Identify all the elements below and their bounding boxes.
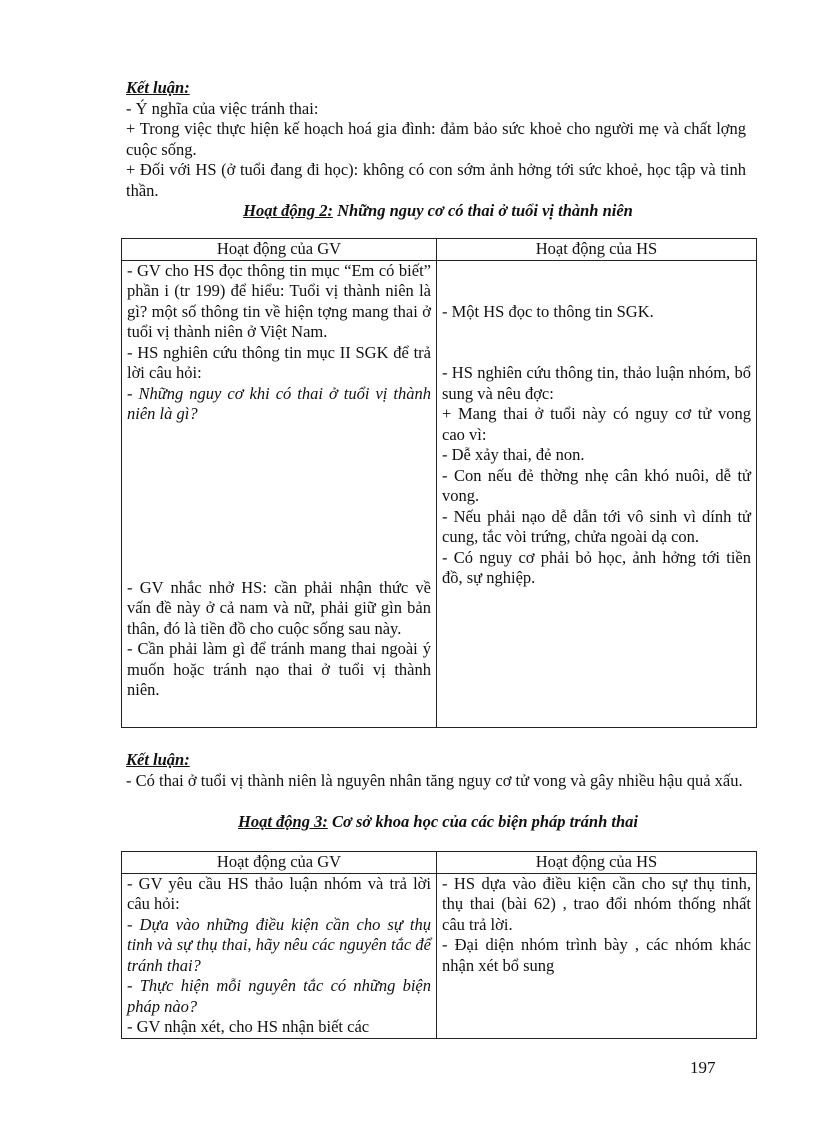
activity-2-table [121,238,757,728]
table-header-row [122,239,757,261]
table-row [122,260,757,727]
conclusion-2-label: Kết luận: [126,750,190,769]
hs-activity: - HS nghiên cứu thông tin, thảo luận nhóm, bổ sung và nêu đợc: [442,363,751,403]
activity-3-heading [118,812,758,833]
activity-3-table [121,851,757,1039]
hs-activities-cell [437,260,757,727]
page-number: 197 [690,1058,716,1077]
hs-activity: - Con nếu đẻ thờng nhẹ cân khó nuôi, dễ tử vong. [442,465,751,505]
hs-activity: + Mang thai ở tuổi này có nguy cơ tử vong cao vì: [442,404,751,444]
conclusion-1 [126,78,746,201]
gv-activity: - GV yêu cầu HS thảo luận nhóm và trả lời câu hỏi: [127,873,431,913]
hs-activity: - Một HS đọc to thông tin SGK. [442,301,654,321]
conclusion-1-line: + Trong việc thực hiện kế hoạch hoá gia đình: đảm bảo sức khoẻ cho người mẹ và chất lợng cuộc sống. [126,119,746,159]
activity-2-heading [118,201,758,222]
hs-activities-cell [437,873,757,1038]
conclusion-1-line: + Đối với HS (ở tuổi đang đi học): không có con sớm ảnh hởng tới sức khoẻ, học tập và tinh thần. [126,160,746,200]
table-header-row [122,852,757,874]
column-header-hs: Hoạt động của HS [437,852,757,874]
hs-activity: - Dễ xảy thai, đẻ non. [442,445,585,464]
column-header-gv: Hoạt động của GV [122,852,437,874]
conclusion-1-label: Kết luận: [126,78,190,97]
gv-activity: - Cần phải làm gì để tránh mang thai ngoài ý muốn hoặc tránh nạo thai ở tuổi vị thành niên. [127,639,431,699]
gv-activity: - GV nhận xét, cho HS nhận biết các [127,1017,370,1036]
gv-question: - Những nguy cơ khi có thai ở tuổi vị thành niên là gì? [127,383,431,423]
gv-question: - Dựa vào những điều kiện cần cho sự thụ tinh và sự thụ thai, hãy nêu các nguyên tắc để tránh thai? [127,914,431,975]
activity-2-label: Hoạt động 2: [243,201,333,220]
conclusion-2 [126,750,746,791]
gv-activities-cell [122,260,437,727]
activity-2-title: Những nguy cơ có thai ở tuổi vị thành niên [332,201,633,220]
activity-3-title: Cơ sở khoa học của các biện pháp tránh thai [327,812,639,831]
column-header-hs: Hoạt động của HS [437,239,757,261]
hs-activity: - HS dựa vào điều kiện cần cho sự thụ tinh, thụ thai (bài 62) , trao đổi nhóm thống nhất câu trả lời. [442,873,751,934]
hs-activity: - Có nguy cơ phải bỏ học, ảnh hởng tới tiền đồ, sự nghiệp. [442,547,751,587]
column-header-gv: Hoạt động của GV [122,239,437,261]
conclusion-1-line: - Ý nghĩa của việc tránh thai: [126,98,319,118]
hs-activity: - Nếu phải nạo dễ dẫn tới vô sinh vì dính tử cung, tắc vòi trứng, chửa ngoài dạ con. [442,506,751,546]
gv-activity: - GV nhắc nhở HS: cần phải nhận thức về vấn đề này ở cả nam và nữ, phải giữ gìn bản thân, đó là tiền đồ cho cuộc sống sau này. [127,577,431,638]
table-row [122,873,757,1038]
gv-activities-cell [122,873,437,1038]
activity-3-label: Hoạt động 3: [237,812,328,831]
gv-activity: - HS nghiên cứu thông tin mục II SGK để trả lời câu hỏi: [127,342,431,382]
conclusion-2-line: - Có thai ở tuổi vị thành niên là nguyên nhân tăng nguy cơ tử vong và gây nhiều hậu quả xấu. [126,770,743,790]
gv-question: - Thực hiện mỗi nguyên tắc có những biện pháp nào? [127,976,431,1016]
hs-activity: - Đại diện nhóm trình bày , các nhóm khác nhận xét bổ sung [442,935,751,975]
gv-activity: - GV cho HS đọc thông tin mục “Em có biết” phần i (tr 199) để hiểu: Tuổi vị thành niên là gì? một số thông tin về hiện tợng mang thai ở tuổi vị thành niên ở Việt Nam. [127,260,431,341]
